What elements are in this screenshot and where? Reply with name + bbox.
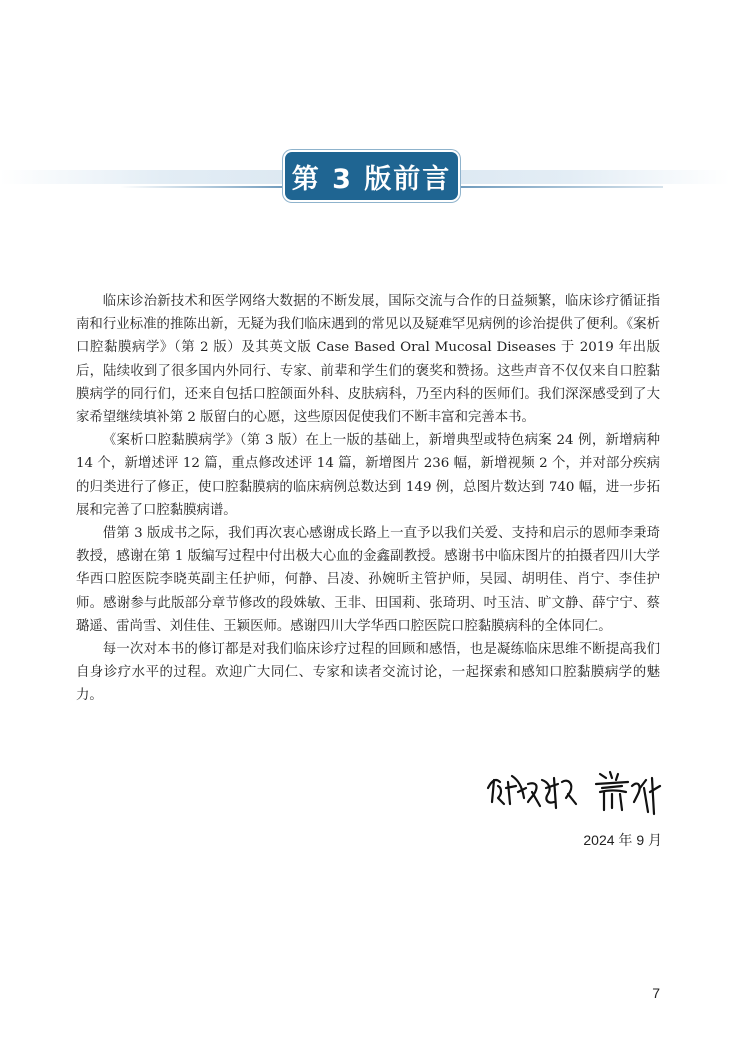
title-box (285, 152, 458, 200)
page-number: 7 (652, 985, 660, 1001)
paragraph-1: 临床诊治新技术和医学网络大数据的不断发展，国际交流与合作的日益频繁，临床诊疗循证指南和行业标准的推陈出新，无疑为我们临床遇到的常见以及疑难罕见病例的诊治提供了便利。《案析口腔黏膜病学》（第 2 版）及其英文版 Case Based Oral Mucosal Diseases 于 2019 年出版后，陆续收到了很多国内外同行、专家、前辈和学生们的褒奖和赞扬。这些声音不仅仅来自口腔黏膜病学的同行们，还来自包括口腔颌面外科、皮肤病科，乃至内科的医师们。我们深深感受到了大家希望继续填补第 2 版留白的心愿，这些原因促使我们不断丰富和完善本书。 (76, 294, 660, 426)
handwritten-signature-icon (482, 758, 672, 822)
date: 2024 年 9 月 (583, 832, 662, 848)
paragraph-4: 每一次对本书的修订都是对我们临床诊疗过程的回顾和感悟，也是凝练临床思维不断提高我们自身诊疗水平的过程。欢迎广大同仁、专家和读者交流讨论，一起探索和感知口腔黏膜病学的魅力。 (76, 642, 660, 704)
paragraph-3: 借第 3 版成书之际，我们再次衷心感谢成长路上一直予以我们关爱、支持和启示的恩师李秉琦教授，感谢在第 1 版编写过程中付出极大心血的金鑫副教授。感谢书中临床图片的拍摄者四川大学华西口腔医院李晓英副主任护师，何静、吕凌、孙婉昕主管护师，吴园、胡明佳、肖宁、李佳护师。感谢参与此版部分章节修改的段姝敏、王非、田国莉、张琦玥、吋玉洁、旷文静、薛宁宁、蔡璐遥、雷尚雪、刘佳佳、王颖医师。感谢四川大学华西口腔医院口腔黏膜病科的全体同仁。 (76, 526, 660, 634)
page-title: 第 3 版前言 (291, 163, 452, 195)
header-line-right (458, 186, 663, 188)
header-line-left (120, 186, 285, 188)
paragraph-2: 《案析口腔黏膜病学》（第 3 版）在上一版的基础上，新增典型或特色病案 24 例，新增病种 14 个，新增述评 12 篇，重点修改述评 14 篇，新增图片 236 幅，新增视频 2 个，并对部分疾病的归类进行了修正，使口腔黏膜病的临床病例总数达到 149 例，总图片数达到 740 幅，进一步拓展和完善了口腔黏膜病谱。 (76, 433, 660, 518)
preface-body (76, 290, 660, 708)
